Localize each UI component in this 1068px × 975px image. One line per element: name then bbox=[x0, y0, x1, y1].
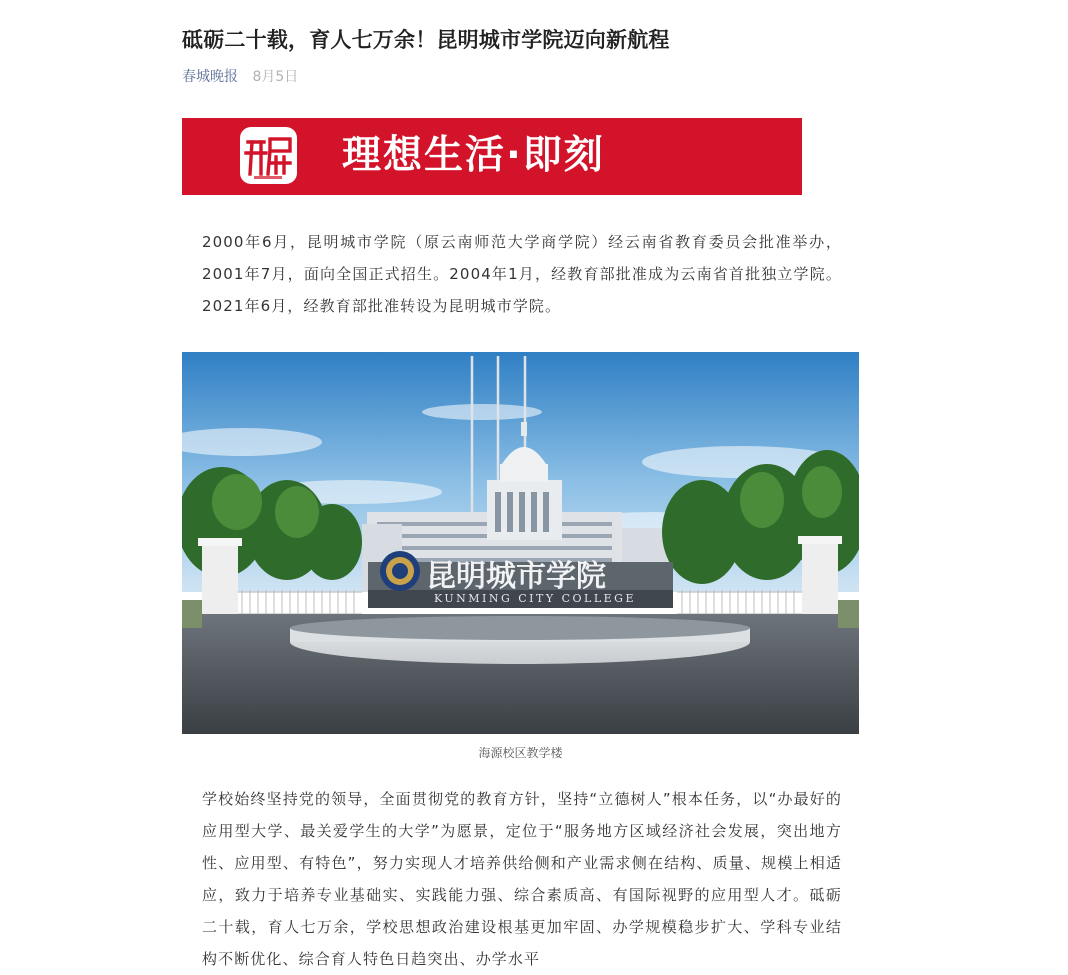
banner-slogan: 理想生活·即刻 bbox=[342, 133, 605, 178]
source-link[interactable]: 春城晚报 bbox=[182, 69, 238, 85]
article-meta bbox=[182, 66, 298, 86]
photo-caption: 海源校区教学楼 bbox=[478, 746, 563, 760]
publish-date: 8月5日 bbox=[252, 69, 299, 85]
campus-sign-chinese: 昆明城市学院 bbox=[426, 559, 606, 594]
kaiping-news-logo-icon bbox=[240, 127, 297, 184]
article-title: 砥砺二十载，育人七万余！昆明城市学院迈向新航程 bbox=[182, 28, 670, 52]
banner-image bbox=[182, 118, 802, 195]
campus-photo bbox=[182, 352, 859, 734]
paragraph-body: 学校始终坚持党的领导，全面贯彻党的教育方针，坚持“立德树人”根本任务，以“办最好的应用型大学、最关爱学生的大学”为愿景，定位于“服务地方区域经济社会发展，突出地方性、应用型、有特色”，努力实现人才培养供给侧和产业需求侧在结构、质量、规模上相适应，致力于培养专业基础实、实践能力强、综合素质高、有国际视野的应用型人才。砥砺二十载，育人七万余，学校思想政治建设根基更加牢固、办学规模稳步扩大、学科专业结构不断优化、综合育人特色日趋突出、办学水平 bbox=[202, 790, 842, 968]
campus-sign-english: KUNMING CITY COLLEGE bbox=[434, 592, 636, 605]
paragraph-intro: 2000年6月，昆明城市学院（原云南师范大学商学院）经云南省教育委员会批准举办，2001年7月，面向全国正式招生。2004年1月，经教育部批准成为云南省首批独立学院。2021年6月，经教育部批准转设为昆明城市学院。 bbox=[202, 233, 842, 315]
